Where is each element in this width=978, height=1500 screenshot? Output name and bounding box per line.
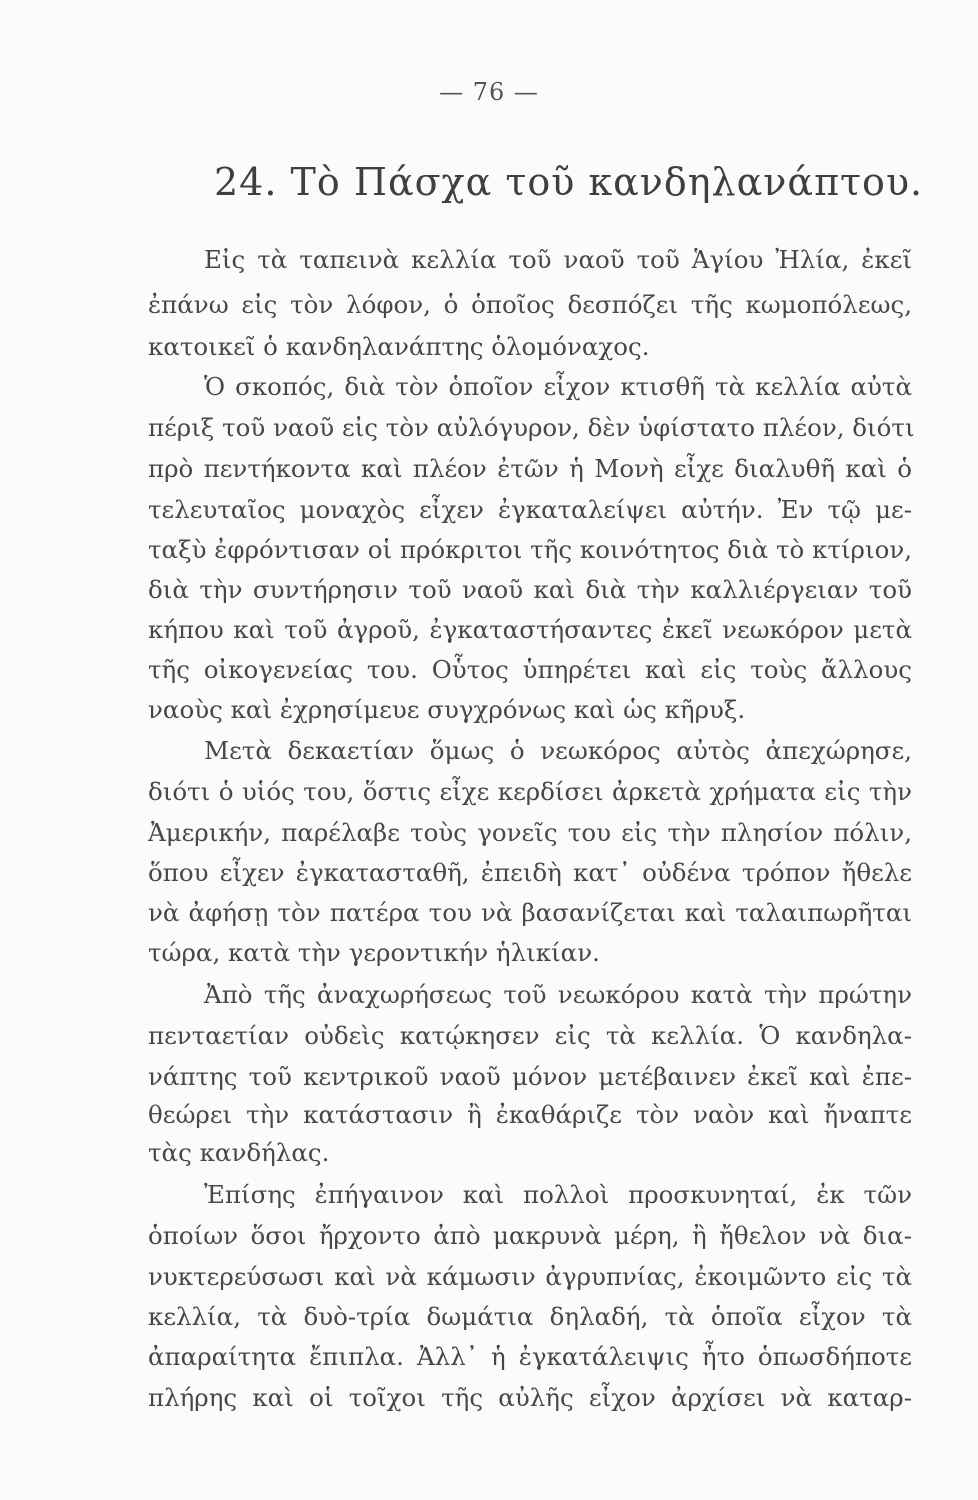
text-line: κήπου καὶ τοῦ ἀγροῦ, ἐγκαταστήσαντες ἐκεῖ νεωκόρον μετὰ <box>148 615 912 644</box>
text-line: τῆς οἰκογενείας του. Οὗτος ὑπηρέτει καὶ εἰς τοὺς ἄλλους <box>148 655 912 684</box>
text-line: Ὁ σκοπός, διὰ τὸν ὁποῖον εἶχον κτισθῆ τὰ κελλία αὐτὰ <box>204 372 912 401</box>
text-line: θεώρει τὴν κατάστασιν ἢ ἐκαθάριζε τὸν ναὸν καὶ ἤναπτε <box>148 1100 912 1129</box>
text-line: πενταετίαν οὐδεὶς κατῴκησεν εἰς τὰ κελλία. Ὁ κανδηλα- <box>148 1021 912 1050</box>
text-line: πρὸ πεντήκοντα καὶ πλέον ἐτῶν ἡ Μονὴ εἶχε διαλυθῆ καὶ ὁ <box>148 454 912 483</box>
text-line: Ἐπίσης ἐπήγαινον καὶ πολλοὶ προσκυνηταί, ἐκ τῶν <box>204 1180 912 1209</box>
page-number: — 76 — <box>439 78 539 106</box>
text-line: κελλία, τὰ δυὸ-τρία δωμάτια δηλαδή, τὰ ὁποῖα εἶχον τὰ <box>148 1302 912 1331</box>
text-line: ναοὺς καὶ ἐχρησίμευε συγχρόνως καὶ ὡς κῆρυξ. <box>148 695 746 724</box>
text-line: ὁποίων ὅσοι ἤρχοντο ἀπὸ μακρυνὰ μέρη, ἢ ἤθελον νὰ δια- <box>148 1221 912 1250</box>
text-line: ἐπάνω εἰς τὸν λόφον, ὁ ὁποῖος δεσπόζει τῆς κωμοπόλεως, <box>148 290 912 319</box>
text-line: ἀπαραίτητα ἔπιπλα. Ἀλλ᾽ ἡ ἐγκατάλειψις ἦτο ὁπωσδήποτε <box>148 1342 912 1371</box>
text-line: κατοικεῖ ὁ κανδηλανάπτης ὁλομόναχος. <box>148 332 650 361</box>
text-line: Ἀπὸ τῆς ἀναχωρήσεως τοῦ νεωκόρου κατὰ τὴν πρώτην <box>204 980 912 1009</box>
text-line: τελευταῖος μοναχὸς εἶχεν ἐγκαταλείψει αὐτήν. Ἐν τῷ με- <box>148 495 912 524</box>
text-line: τὰς κανδήλας. <box>148 1138 330 1167</box>
chapter-title: 24. Τὸ Πάσχα τοῦ κανδηλανάπτου. <box>214 160 924 204</box>
text-line: νάπτης τοῦ κεντρικοῦ ναοῦ μόνον μετέβαινεν ἐκεῖ καὶ ἐπε- <box>148 1062 912 1091</box>
text-line: τώρα, κατὰ τὴν γεροντικήν ἡλικίαν. <box>148 938 600 967</box>
text-line: νὰ ἀφήσῃ τὸν πατέρα του νὰ βασανίζεται καὶ ταλαιπωρῆται <box>148 898 912 927</box>
text-line: πέριξ τοῦ ναοῦ εἰς τὸν αὐλόγυρον, δὲν ὑφίστατο πλέον, διότι <box>148 413 915 442</box>
text-line: πλήρης καὶ οἱ τοῖχοι τῆς αὐλῆς εἶχον ἀρχίσει νὰ καταρ- <box>148 1383 912 1412</box>
text-line: διότι ὁ υἱός του, ὅστις εἶχε κερδίσει ἀρκετὰ χρήματα εἰς τὴν <box>148 777 912 806</box>
text-line: διὰ τὴν συντήρησιν τοῦ ναοῦ καὶ διὰ τὴν καλλιέργειαν τοῦ <box>148 575 912 604</box>
text-line: Μετὰ δεκαετίαν ὅμως ὁ νεωκόρος αὐτὸς ἀπεχώρησε, <box>204 736 912 765</box>
text-line: ὅπου εἶχεν ἐγκατασταθῆ, ἐπειδὴ κατ᾽ οὐδένα τρόπον ἤθελε <box>148 858 912 887</box>
text-line: νυκτερεύσωσι καὶ νὰ κάμωσιν ἀγρυπνίας, ἐκοιμῶντο εἰς τὰ <box>148 1262 912 1291</box>
text-line: ταξὺ ἐφρόντισαν οἱ πρόκριτοι τῆς κοινότητος διὰ τὸ κτίριον, <box>148 535 912 564</box>
text-line: Εἰς τὰ ταπεινὰ κελλία τοῦ ναοῦ τοῦ Ἁγίου Ἠλία, ἐκεῖ <box>204 245 912 274</box>
text-line: Ἀμερικήν, παρέλαβε τοὺς γονεῖς του εἰς τὴν πλησίον πόλιν, <box>148 818 912 847</box>
